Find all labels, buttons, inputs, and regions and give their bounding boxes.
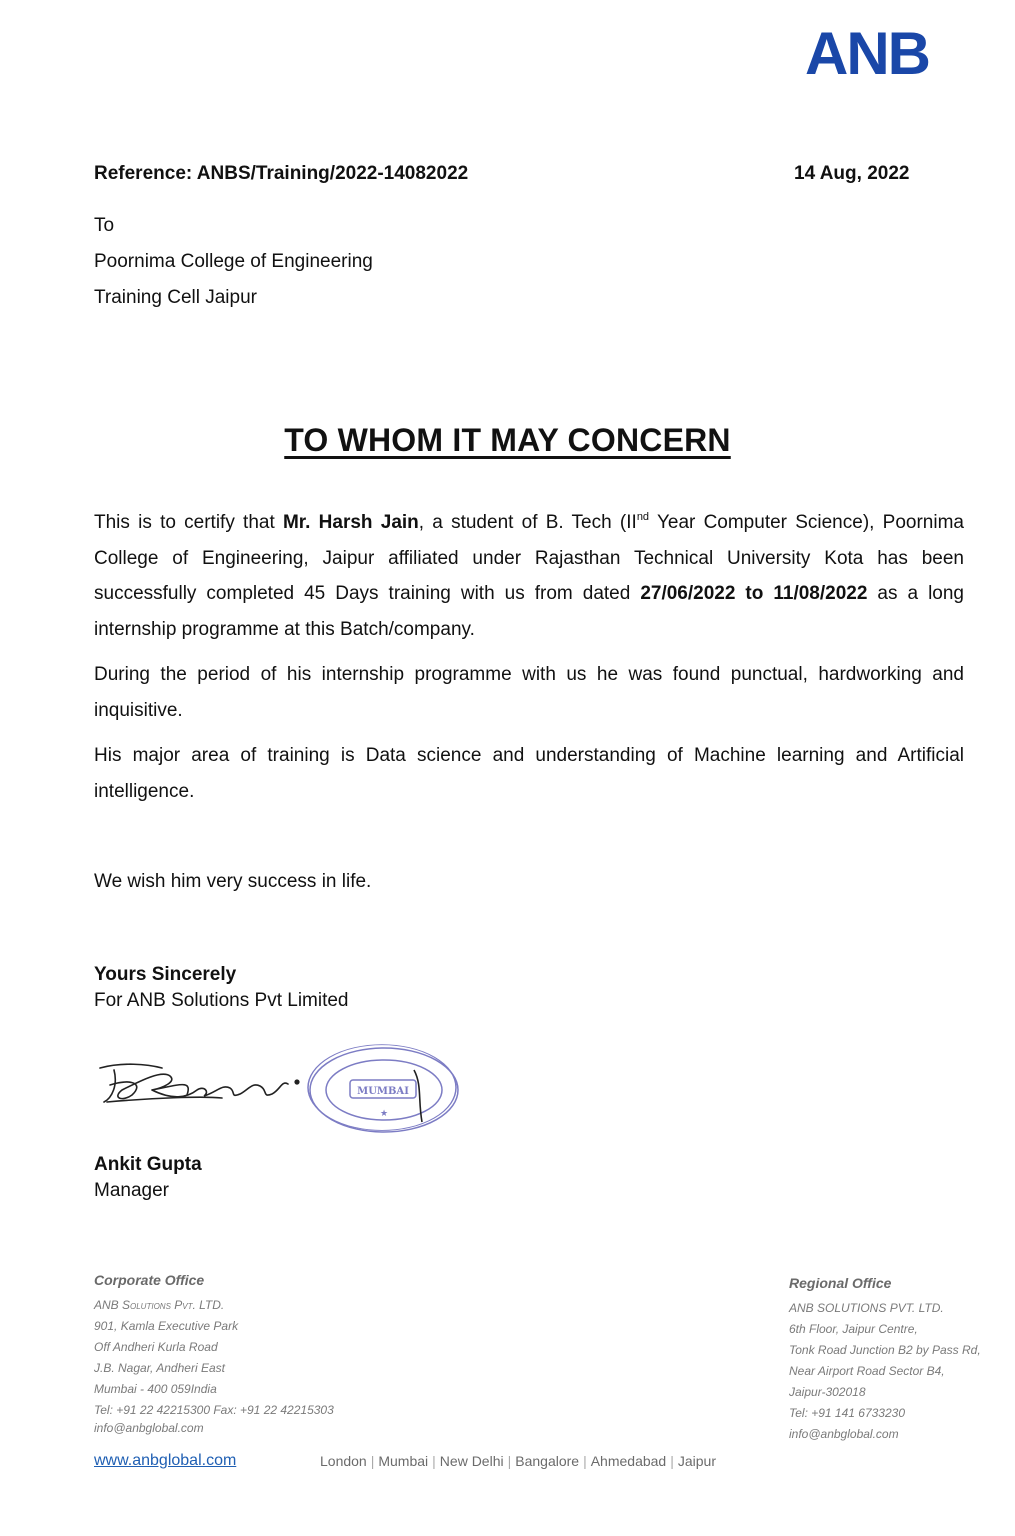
regional-phone: Tel: +91 141 6733230 [789,1406,905,1420]
city: Bangalore [515,1453,580,1469]
corporate-address-line: Mumbai - 400 059India [94,1382,217,1396]
regional-office-title: Regional Office [789,1275,892,1291]
closing-block [94,962,349,1014]
letter-body [94,505,964,819]
closing-wish: We wish him very success in life. [94,871,372,892]
signature [100,1064,299,1102]
body-paragraph-2: During the period of his internship programme with us he was found punctual, hardworking and inquisitive. [94,664,964,721]
corporate-address-line: J.B. Nagar, Andheri East [94,1361,225,1375]
office-cities: London | Mumbai | New Delhi | Bangalore | Ahmedabad | Jaipur [320,1453,717,1469]
reference-number: Reference: ANBS/Training/2022-14082022 [94,163,469,184]
anb-logo [792,22,942,82]
corporate-company: ANB Solutions Pvt. LTD. [94,1298,225,1312]
regional-address-line: Near Airport Road Sector B4, [789,1364,945,1378]
signer-title: Manager [94,1180,169,1201]
signature-and-stamp [92,1040,472,1135]
regional-company: ANB SOLUTIONS PVT. LTD. [789,1301,944,1315]
city: Jaipur [677,1453,717,1469]
student-name: Mr. Harsh Jain [282,512,419,533]
recipient-cell: Training Cell Jaipur [94,287,257,308]
regional-email: info@anbglobal.com [789,1427,899,1441]
letter-date: 14 Aug, 2022 [794,163,910,184]
letter-title: TO WHOM IT MAY CONCERN [284,422,731,458]
yours-sincerely: Yours Sincerely [94,964,237,985]
body-paragraph-3: His major area of training is Data science and understanding of Machine learning and Artificial intelligence. [94,745,964,802]
city: London [320,1453,367,1469]
corporate-email: info@anbglobal.com [94,1421,204,1435]
regional-office [789,1273,981,1445]
svg-text:MUMBAI: MUMBAI [357,1086,409,1097]
corporate-phone: Tel: +91 22 42215300 Fax: +91 22 42215303 [94,1403,334,1417]
city: Mumbai [378,1453,429,1469]
signer-name: Ankit Gupta [94,1154,202,1175]
regional-address-line: Tonk Road Junction B2 by Pass Rd, [789,1343,981,1357]
corporate-address-line: 901, Kamla Executive Park [94,1319,239,1333]
corporate-office-title: Corporate Office [94,1272,205,1288]
svg-text:★: ★ [379,1108,389,1118]
recipient-college: Poornima College of Engineering [94,251,373,272]
body-paragraph-1: This is to certify that Mr. Harsh Jain, a student of B. Tech (IInd Year Computer Science), Poornima College of Engineering, Jaipur affiliated under Rajasthan Technical University Kota has been successfully completed 45 Days training with us from dated 27/06/2022 to 11/08/2022 as a long internship programme at this Batch/company. [94,510,964,640]
corporate-address-line: Off Andheri Kurla Road [94,1340,218,1354]
website-link[interactable]: www.anbglobal.com [94,1452,237,1469]
city: New Delhi [439,1453,504,1469]
regional-address-line: 6th Floor, Jaipur Centre, [789,1322,918,1336]
training-dates: 27/06/2022 to 11/08/2022 [640,583,868,604]
signer-block [94,1152,202,1204]
company-line: For ANB Solutions Pvt Limited [94,990,349,1011]
svg-text:ANB: ANB [805,22,929,82]
regional-address-line: Jaipur-302018 [789,1385,866,1399]
recipient-to: To [94,215,115,236]
company-stamp [308,1045,458,1132]
city: Ahmedabad [590,1453,667,1469]
recipient-address [94,208,373,316]
corporate-office [94,1270,334,1436]
